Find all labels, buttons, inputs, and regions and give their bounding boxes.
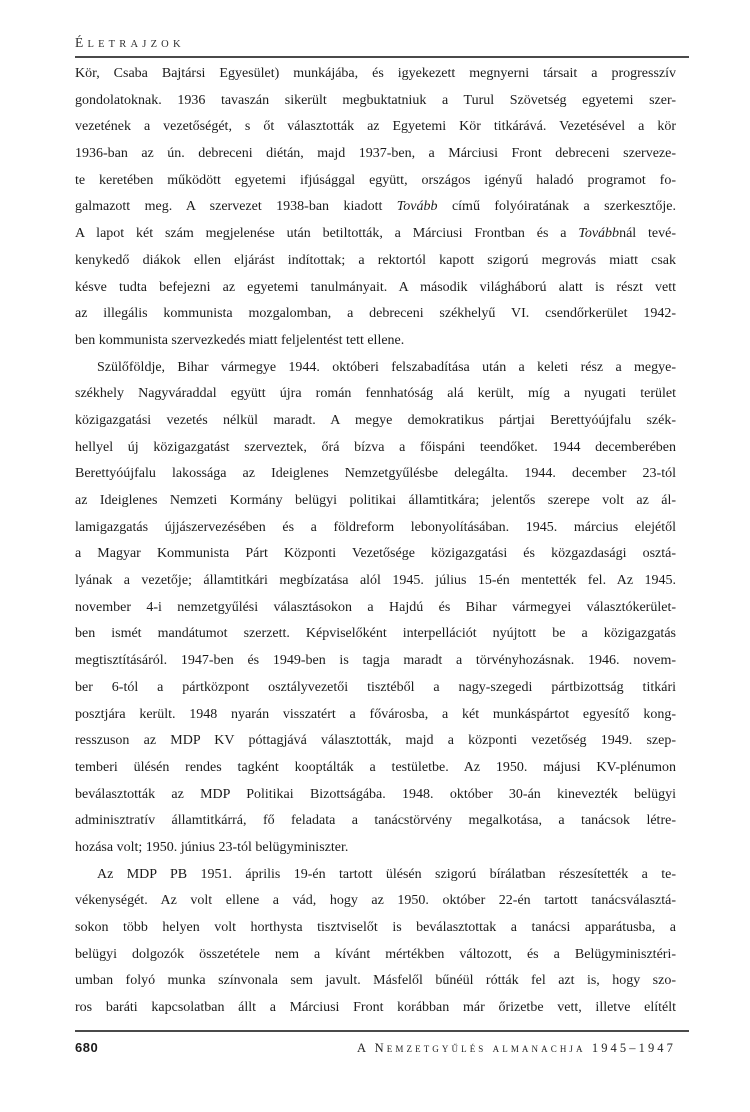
text-segment: székhely Nagyváraddal együtt újra román fennhatóság alá került, míg a nyugati terület — [75, 386, 676, 402]
footer — [75, 1040, 676, 1056]
text-line — [75, 568, 676, 595]
text-segment: lyának a vezetője; államtitkári megbízatása alól 1945. július 15-én mentették fel. Az 1945. — [75, 573, 676, 589]
text-line — [75, 995, 676, 1022]
text-segment-italic: Tovább — [578, 226, 620, 242]
text-line — [75, 488, 676, 515]
body-text-block — [75, 61, 676, 1022]
text-segment: ben ismét mandátumot szerzett. Képviselőként interpellációt nyújtott be a közigazgatás — [75, 626, 676, 642]
text-segment: temberi ülésén rendes tagként kooptálták a testületbe. Az 1950. májusi KV-plénumon — [75, 759, 676, 775]
text-segment: lamigazgatás újjászervezésében és a földreform lebonyolításában. 1945. március elejétől — [75, 519, 676, 535]
footer-rule — [75, 1030, 689, 1032]
text-segment: az illegális kommunista mozgalomban, a debreceni székhelyű VI. csendőrkerület 1942- — [75, 306, 676, 322]
text-line — [75, 515, 676, 542]
text-line — [75, 168, 676, 195]
text-line — [75, 221, 676, 248]
text-segment: ben kommunista szervezkedés miatt feljelentést tett ellene. — [75, 332, 405, 348]
text-segment: a Magyar Kommunista Párt Központi Vezetősége közigazgatási és közgazdasági osztá- — [75, 546, 676, 562]
text-segment: Az MDP PB 1951. április 19-én tartott ülésén szigorú bírálatban részesítették a te- — [97, 866, 676, 882]
text-line — [75, 275, 676, 302]
text-segment: ber 6-tól a pártközpont osztályvezetői tisztéből a nagy-szegedi pártbizottság titkári — [75, 679, 676, 695]
text-line — [75, 702, 676, 729]
text-line — [75, 381, 676, 408]
text-line — [75, 862, 676, 889]
text-segment: resszuson az MDP KV póttagjává választották, majd a központi vezetőség 1949. szep- — [75, 733, 676, 749]
text-segment: késve tudta befejezni az egyetemi tanulmányait. A második világháború alatt is részt vett — [75, 279, 676, 295]
text-segment: az Ideiglenes Nemzeti Kormány belügyi politikai államtitkára; jelentős szerepe volt az ál- — [75, 493, 676, 508]
text-line — [75, 301, 676, 328]
page-number: 680 — [75, 1040, 99, 1055]
text-segment: galmazott meg. A szervezet 1938-ban kiadott — [75, 199, 397, 215]
text-segment: vékenységét. Az volt ellene a vád, hogy az 1950. október 22-én tartott tanácsválasztá- — [75, 893, 676, 909]
text-line — [75, 461, 676, 488]
text-segment: belügyi dolgozók összetétele nem a kívánt mértékben változott, és a Belügyminisztéri- — [75, 946, 676, 962]
text-segment: beválasztották az MDP Politikai Bizottságába. 1948. október 30-án kinevezték belügyi — [75, 786, 676, 802]
text-segment: megtisztításáról. 1947-ben és 1949-ben is tagja maradt a törvényhozásnak. 1946. novem- — [75, 653, 676, 669]
text-segment: című folyóiratának a szerkesztője. — [437, 199, 676, 215]
text-segment: hellyel új közigazgatást szerveztek, őrá bízva a főispáni teendőket. 1944 decemberében — [75, 439, 676, 455]
text-line — [75, 648, 676, 675]
text-line — [75, 915, 676, 942]
text-segment: kenykedő diákok ellen eljárást indítottak; a rektortól kapott szigorú megrovás miatt csak — [75, 252, 676, 268]
footer-book-title: A Nemzetgyűlés almanachja 1945–1947 — [357, 1041, 676, 1055]
text-segment: közigazgatási vezetés nélkül maradt. A megye demokratikus pártjai Berettyóújfalu szék- — [75, 412, 676, 428]
text-line — [75, 114, 676, 141]
text-line — [75, 755, 676, 782]
text-line — [75, 675, 676, 702]
text-line — [75, 942, 676, 969]
text-line — [75, 835, 676, 862]
text-line — [75, 595, 676, 622]
text-segment: vezetének a vezetőségét, s őt választották az Egyetemi Kör titkárává. Vezetésével a kör — [75, 119, 676, 135]
text-segment: 1936-ban az ún. debreceni diétán, majd 1937-ben, a Márciusi Front debreceni szerveze- — [75, 146, 676, 162]
text-segment: november 4-i nemzetgyűlési választásokon a Hajdú és Bihar vármegyei választókerület- — [75, 599, 676, 615]
text-line — [75, 141, 676, 168]
text-line — [75, 194, 676, 221]
text-line — [75, 808, 676, 835]
text-segment: gondolatoknak. 1936 tavaszán sikerült megbuktatniuk a Turul Szövetség egyetemi szer- — [75, 92, 676, 108]
text-line — [75, 435, 676, 462]
text-segment: ros baráti kapcsolatban állt a Márciusi Front korábban már őrizetbe vett, illetve elítélt — [75, 1000, 676, 1016]
running-header-title: ÉLETRAJZOK — [75, 35, 185, 50]
text-line — [75, 248, 676, 275]
text-line — [75, 541, 676, 568]
text-line — [75, 61, 676, 88]
text-segment: adminisztratív államtitkárrá, fő feladata a tanácstörvény megalkotása, a tanácsok létre- — [75, 813, 676, 829]
text-segment: Kör, Csaba Bajtársi Egyesület) munkájába, és igyekezett megnyerni társait a progresszív — [75, 66, 676, 81]
text-line — [75, 888, 676, 915]
text-line — [75, 88, 676, 115]
text-segment: Szülőföldje, Bihar vármegye 1944. októberi felszabadítása után a keleti rész a megye- — [97, 359, 676, 375]
text-segment-italic: Tovább — [396, 199, 438, 215]
header-rule — [75, 56, 689, 58]
text-line — [75, 621, 676, 648]
text-line — [75, 355, 676, 382]
text-segment: hozása volt; 1950. június 23-tól belügyminiszter. — [75, 839, 349, 855]
text-line — [75, 408, 676, 435]
text-segment: Berettyóújfalu lakossága az Ideiglenes Nemzetgyűlésbe delegálta. 1944. december 23-tól — [75, 466, 676, 482]
text-line — [75, 782, 676, 809]
text-segment: sokon több helyen volt horthysta tisztviselőt is beválasztottak a tanácsi apparátusba, a — [75, 920, 676, 935]
text-segment: posztjára került. 1948 nyarán visszatért a fővárosba, a két munkáspártot egyesítő kong- — [75, 706, 676, 722]
text-segment: A lapot két szám megjelenése után betiltották, a Márciusi Frontban és a — [75, 226, 579, 242]
text-line — [75, 328, 676, 355]
text-segment: te keretében működött egyetemi ifjúsággal együtt, országos igényű haladó programot fo- — [75, 172, 676, 188]
text-segment: umban folyó munka színvonala sem javult. Másfelől bűnéül rótták fel azt is, hogy szo- — [75, 973, 676, 989]
text-line — [75, 728, 676, 755]
text-segment: nál tevé- — [619, 226, 676, 242]
text-line — [75, 968, 676, 995]
